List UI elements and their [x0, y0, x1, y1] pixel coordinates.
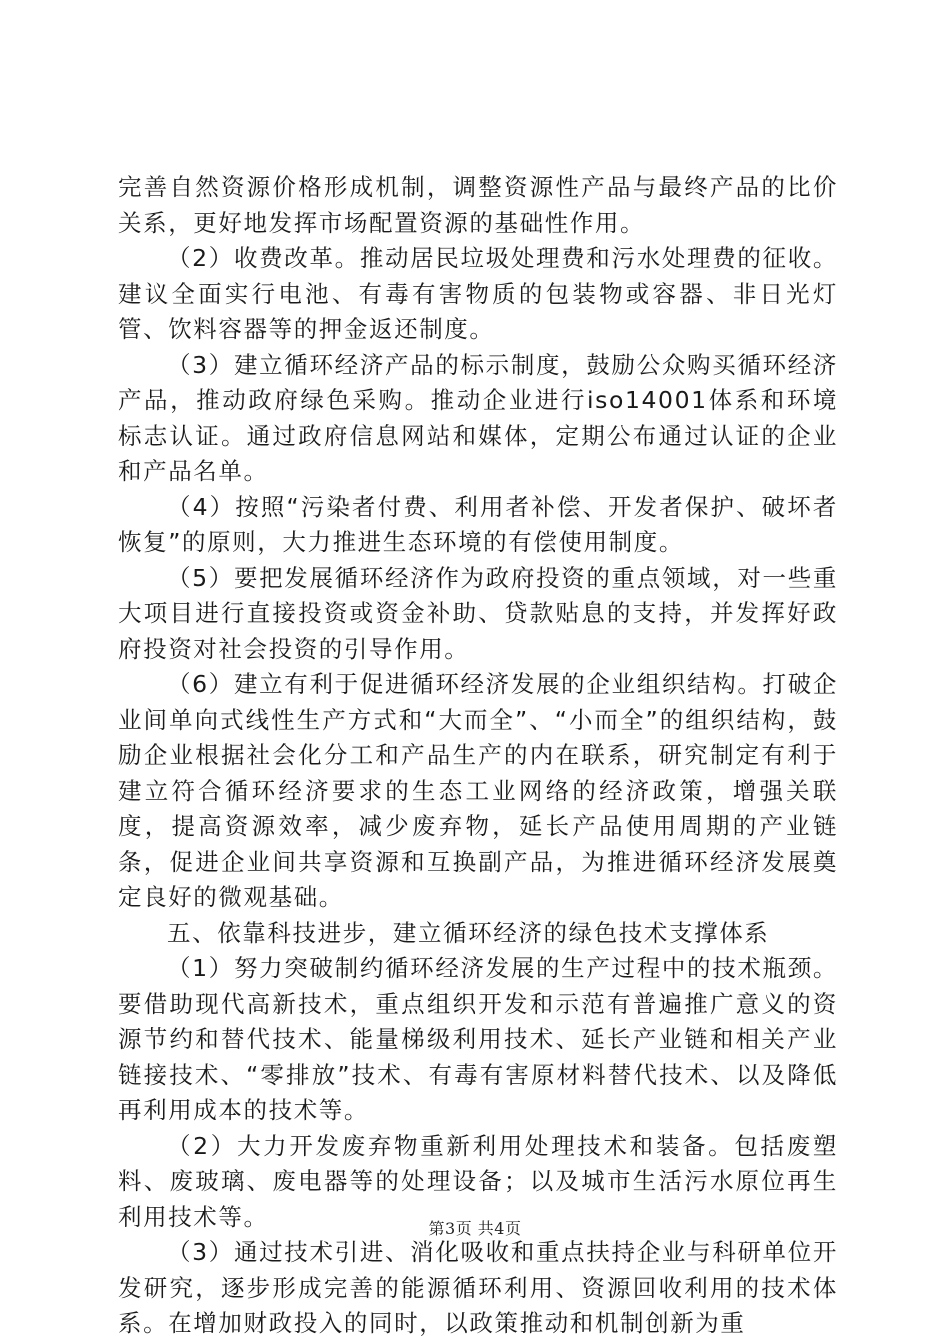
paragraph-item-6: （6）建立有利于促进循环经济发展的企业组织结构。打破企业间单向式线性生产方式和“大而全”、“小而全”的组织结构，鼓励企业根据社会化分工和产品生产的内在联系，研究制定有利于建立符合循环经济要求的生态工业网络的经济政策，增强关联度，提高资源效率，减少废弃物，延长产品使用周期的产业链条，促进企业间共享资源和互换副产品，为推进循环经济发展奠定良好的微观基础。: [118, 670, 838, 911]
paragraph-item-5: （5）要把发展循环经济作为政府投资的重点领域，对一些重大项目进行直接投资或资金补助、贷款贴息的支持，并发挥好政府投资对社会投资的引导作用。: [118, 563, 838, 663]
page-footer: [0, 1216, 950, 1239]
paragraph-item-4: （4）按照“污染者付费、利用者补偿、开发者保护、破坏者恢复”的原则，大力推进生态环境的有偿使用制度。: [118, 492, 838, 556]
paragraph-tech-item-2: （2）大力开发废弃物重新利用处理技术和装备。包括废塑料、废玻璃、废电器等的处理设备；以及城市生活污水原位再生利用技术等。: [118, 1131, 838, 1231]
paragraph-continuation: 完善自然资源价格形成机制，调整资源性产品与最终产品的比价关系，更好地发挥市场配置资源的基础性作用。: [118, 173, 838, 237]
paragraph-tech-item-3: （3）通过技术引进、消化吸收和重点扶持企业与科研单位开发研究，逐步形成完善的能源循环利用、资源回收利用的技术体系。在增加财政投入的同时，以政策推动和机制创新为重: [118, 1238, 838, 1337]
page-number-indicator: 第3页 共4页: [428, 1219, 522, 1238]
paragraph-tech-item-1: （1）努力突破制约循环经济发展的生产过程中的技术瓶颈。要借助现代高新技术，重点组织开发和示范有普遍推广意义的资源节约和替代技术、能量梯级利用技术、延长产业链和相关产业链接技术、“零排放”技术、有毒有害原材料替代技术、以及降低再利用成本的技术等。: [118, 954, 838, 1124]
document-body: [118, 170, 838, 1342]
paragraph-item-2: （2）收费改革。推动居民垃圾处理费和污水处理费的征收。建议全面实行电池、有毒有害物质的包装物或容器、非日光灯管、饮料容器等的押金返还制度。: [118, 244, 838, 343]
section-heading-5: 五、依靠科技进步，建立循环经济的绿色技术支撑体系: [167, 918, 770, 947]
paragraph-item-3: （3）建立循环经济产品的标示制度，鼓励公众购买循环经济产品，推动政府绿色采购。推动企业进行iso14001体系和环境标志认证。通过政府信息网站和媒体，定期公布通过认证的企业和产品名单。: [118, 350, 838, 485]
